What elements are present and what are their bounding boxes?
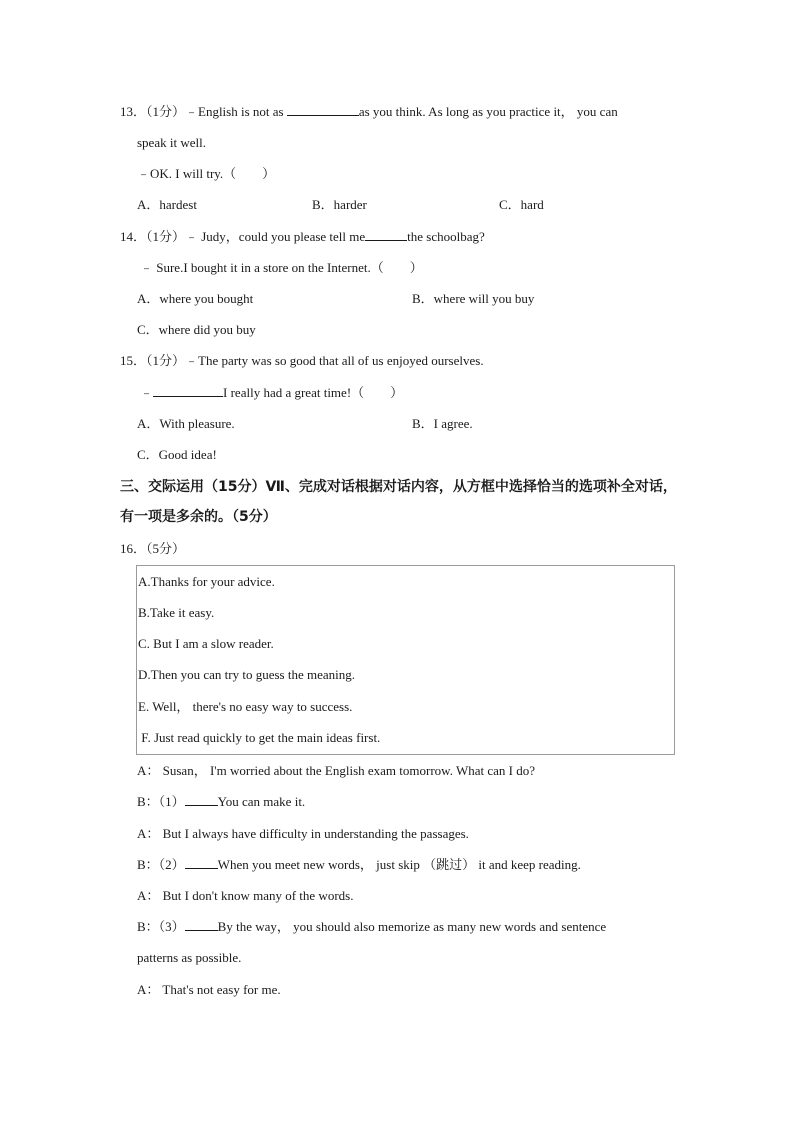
dialogue-blank-3[interactable] (185, 918, 218, 931)
q15-blank (153, 384, 223, 397)
q13-option-c[interactable]: C．hard (499, 197, 544, 212)
dialogue-line-8: A： That's not easy for me. (137, 982, 281, 997)
q13-line2: speak it well. (137, 135, 206, 150)
section-heading-line1: 三、交际运用（15分）Ⅶ、完成对话根据对话内容，从方框中选择恰当的选项补全对话， (120, 479, 677, 495)
dialogue-blank-2[interactable] (185, 856, 218, 869)
q15-line2: ﹣ I really had a great time!（ ） (140, 385, 404, 400)
dialogue-line-3: A： But I always have difficulty in understanding the passages. (137, 826, 469, 841)
q15-option-c[interactable]: C．Good idea! (137, 447, 217, 462)
q14-line2: ﹣ Sure.I bought it in a store on the Internet.（ ） (140, 260, 423, 275)
options-box (136, 565, 675, 755)
dialogue-line-6: B：（3） By the way， you should also memorize as many new words and sentence (137, 919, 607, 934)
q14-blank (365, 228, 407, 241)
box-option-e: E. Well， there's no easy way to success. (138, 699, 353, 714)
dialogue-blank-1[interactable] (185, 793, 218, 806)
q14-option-c[interactable]: C．where did you buy (137, 322, 256, 337)
q15-option-b[interactable]: B．I agree. (412, 416, 473, 431)
box-option-c: C. But I am a slow reader. (138, 636, 274, 651)
box-option-a: A.Thanks for your advice. (138, 574, 275, 589)
box-option-f: F. Just read quickly to get the main ideas first. (138, 730, 381, 745)
section-heading-line2: 有一项是多余的。（5分） (120, 509, 277, 525)
q15-option-a[interactable]: A．With pleasure. (137, 416, 235, 431)
q14-line1: 14．（1分）﹣ Judy，could you please tell me the schoolbag? (120, 229, 485, 244)
q13-option-b[interactable]: B．harder (312, 197, 367, 212)
q13-answer-line: ﹣OK. I will try.（ ） (137, 166, 276, 181)
q13-blank (287, 103, 359, 116)
q14-option-a[interactable]: A．where you bought (137, 291, 254, 306)
dialogue-line-7: patterns as possible. (137, 950, 242, 965)
q13-option-a[interactable]: A．hardest (137, 197, 197, 212)
dialogue-line-4: B：（2） When you meet new words， just skip （跳过） it and keep reading. (137, 857, 581, 872)
dialogue-line-5: A： But I don't know many of the words. (137, 888, 354, 903)
q16-title: 16．（5分） (120, 541, 186, 556)
q15-line1: 15．（1分）﹣The party was so good that all of us enjoyed ourselves. (120, 353, 484, 368)
dialogue-line-2: B：（1） You can make it. (137, 794, 306, 809)
dialogue-line-1: A： Susan， I'm worried about the English exam tomorrow. What can I do? (137, 763, 536, 778)
q14-option-b[interactable]: B．where will you buy (412, 291, 535, 306)
q13-line1: 13．（1分）﹣English is not as as you think. As long as you practice it， you can (120, 104, 618, 119)
box-option-b: B.Take it easy. (138, 605, 215, 620)
box-option-d: D.Then you can try to guess the meaning. (138, 667, 355, 682)
